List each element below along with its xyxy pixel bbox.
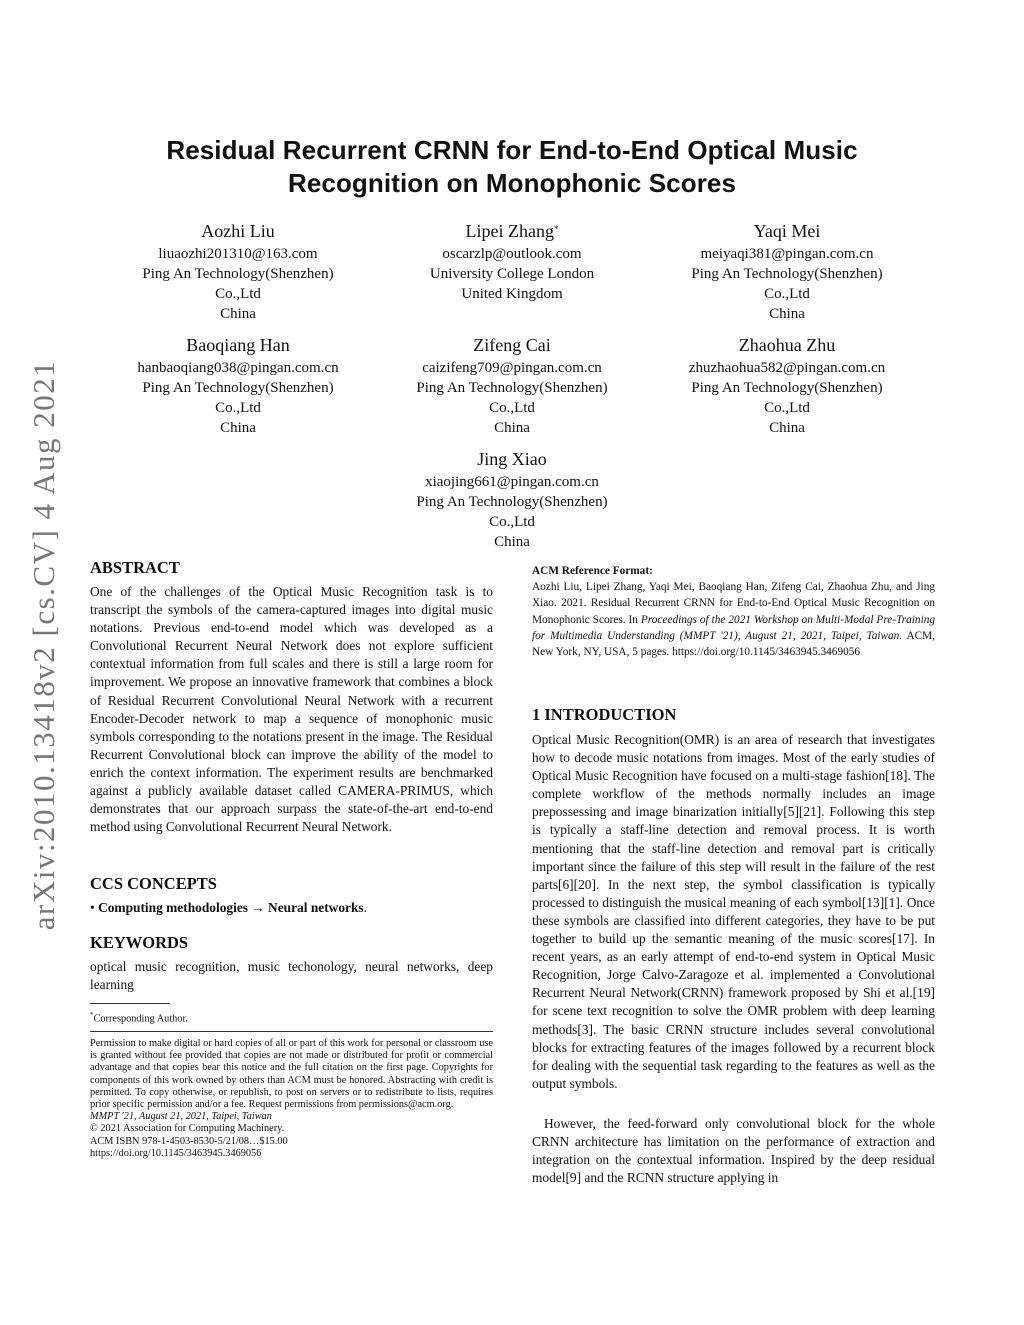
- introduction-paragraph-1: Optical Music Recognition(OMR) is an area of research that investigates how to decode music notations from images. Most of the early studies of Optical Music Recognition have focused on a multi-stage fashion[18]. The complete workflow of the methods normally includes an image prepossessing and image binarization initially[5][21]. Following this step is typically a staff-line detection and removal process. It is worth mentioning that the staff-line detection and removal part is critically important since the failure of this step will result in the failure of the rest parts[6][20]. In the next step, the symbol classification is typically processed to distinguish the musical meaning of each symbol[13][1]. Once these symbols are classified into different categories, they have to be put together to build up the semantic meaning of the music scores[17]. In recent years, as an early attempt of end-to-end system in Optical Music Recognition, Jorge Calvo-Zaragoze et al. implemented a Convolutional Recurrent Neural Network(CRNN) framework proposed by Shi et al.[19] for scene text recognition to solve the OMR problem with deep learning methods[3]. The basic CRNN structure includes several convolutional blocks for extracting features of the images followed by a recurrent block for dealing with the sequential task regarding to the features as well as the output symbols.: [532, 732, 935, 1091]
- permission-block: [90, 1038, 493, 1160]
- author-country: China: [494, 534, 530, 550]
- permission-text: Permission to make digital or hard copies of all or part of this work for personal or classroom use is granted without fee provided that copies are not made or distributed for profit or commercial advantage and that copies bear this notice and the full citation on the first page. Copyrights for components of this work owned by others than ACM must be honored. Abstracting with credit is permitted. To copy otherwise, or republish, to post on servers or to redistribute to lists, requires prior specific permission and/or a fee. Request permissions from permissions@acm.org.: [90, 1038, 493, 1111]
- bullet: •: [90, 900, 95, 915]
- acm-reference-heading: ACM Reference Format:: [532, 565, 653, 577]
- venue-line: MMPT '21, August 21, 2021, Taipei, Taiwan: [90, 1111, 272, 1123]
- acm-reference-proceedings: Proceedings of the 2021 Workshop on Multi-Modal Pre-Training for Multimedia Understanding (MMPT '21), August 21, 2021, Taipei, Taiwan.: [532, 613, 936, 642]
- isbn-line: ACM ISBN 978-1-4503-8530-5/21/08…$15.00: [90, 1135, 288, 1147]
- author-affiliation: Ping An Technology(Shenzhen): [416, 380, 608, 396]
- author-block: [362, 219, 662, 304]
- author-name: Baoqiang Han: [186, 335, 290, 355]
- author-email: zhuzhaohua582@pingan.com.cn: [688, 360, 886, 376]
- author-name: Lipei Zhang*: [465, 221, 559, 241]
- author-email: oscarzlp@outlook.com: [442, 246, 582, 262]
- copyright-line: © 2021 Association for Computing Machinery.: [90, 1123, 285, 1135]
- arxiv-identifier-text: arXiv:2010.13418v2 [cs.CV] 4 Aug 2021: [26, 359, 61, 931]
- author-affiliation: Ping An Technology(Shenzhen): [691, 266, 883, 282]
- author-affiliation-line2: Co.,Ltd: [215, 400, 261, 416]
- author-email: hanbaoqiang038@pingan.com.cn: [137, 360, 339, 376]
- author-affiliation: Ping An Technology(Shenzhen): [142, 266, 334, 282]
- author-affiliation-line2: Co.,Ltd: [764, 286, 810, 302]
- author-block: [362, 333, 662, 438]
- author-affiliation: Ping An Technology(Shenzhen): [691, 380, 883, 396]
- page-title: [100, 134, 924, 200]
- footnote-mark: *: [90, 1011, 94, 1019]
- author-email: xiaojing661@pingan.com.cn: [425, 474, 599, 490]
- ccs-heading: CCS CONCEPTS: [90, 874, 217, 893]
- author-affiliation: University College London: [429, 266, 595, 282]
- author-affiliation-line2: Co.,Ltd: [215, 286, 261, 302]
- author-name: Aozhi Liu: [201, 221, 275, 241]
- author-name: Zhaohua Zhu: [738, 335, 836, 355]
- author-block: [362, 447, 662, 552]
- abstract-heading: ABSTRACT: [90, 558, 180, 577]
- abstract-text: One of the challenges of the Optical Music Recognition task is to transcript the symbols of the camera-captured images into digital music notations. Previous end-to-end model which was developed as a Convolutional Recurrent Neural Network does not explore sufficient contextual information from full scales and there is still a large room for improvement. We propose an innovative framework that combines a block of Residual Recurrent Convolutional Neural Network with a recurrent Encoder-Decoder network to map a sequence of monophonic music symbols corresponding to the notations present in the image. The Residual Recurrent Convolutional block can improve the ability of the model to enrich the context information. The experiment results are benchmarked against a publicly available dataset called CAMERA-PRIMUS, which demonstrates that our approach surpass the state-of-the-art end-to-end method using Convolutional Recurrent Neural Network.: [90, 584, 493, 835]
- title-line-1: Residual Recurrent CRNN for End-to-End Optical Music: [166, 135, 858, 165]
- introduction-heading: 1 INTRODUCTION: [532, 705, 677, 724]
- acm-reference-part: ACM, New York, NY, USA, 5 pages. https://doi.org/10.1145/3463945.3469056: [532, 629, 936, 659]
- introduction-paragraph-2: However, the feed-forward only convolutional block for the whole CRNN architecture has limitation on the performance of extraction and integration on the contextual information. Inspired by the deep residual model[9] and the RCNN structure applying in: [532, 1116, 935, 1186]
- author-country: China: [769, 420, 805, 436]
- corresponding-mark: *: [553, 224, 559, 234]
- keywords-text: optical music recognition, music techonology, neural networks, deep learning: [90, 959, 493, 993]
- author-email: meiyaqi381@pingan.com.cn: [700, 246, 874, 262]
- doi-link[interactable]: https://doi.org/10.1145/3463945.3469056: [90, 1147, 262, 1159]
- ccs-concept: [90, 899, 493, 917]
- author-name: Yaqi Mei: [753, 221, 821, 241]
- author-email: liuaozhi201310@163.com: [158, 246, 318, 262]
- title-line-2: Recognition on Monophonic Scores: [287, 168, 737, 198]
- author-country: United Kingdom: [461, 286, 563, 302]
- ccs-period: .: [363, 900, 368, 915]
- author-name: Zifeng Cai: [473, 335, 551, 355]
- author-name: Jing Xiao: [477, 449, 547, 469]
- acm-reference-text: [532, 579, 935, 660]
- author-email: caizifeng709@pingan.com.cn: [422, 360, 602, 376]
- author-affiliation-line2: Co.,Ltd: [489, 514, 535, 530]
- author-block: [637, 333, 937, 438]
- permission-rule: [90, 1031, 493, 1032]
- footnote-rule: [90, 1003, 170, 1004]
- footnote-text: Corresponding Author.: [93, 1013, 188, 1025]
- author-country: China: [220, 306, 256, 322]
- footnote: [90, 1009, 493, 1025]
- author-affiliation: Ping An Technology(Shenzhen): [416, 494, 608, 510]
- author-country: China: [220, 420, 256, 436]
- author-affiliation: Ping An Technology(Shenzhen): [142, 380, 334, 396]
- acm-reference-part: Aozhi Liu, Lipei Zhang, Yaqi Mei, Baoqiang Han, Zifeng Cai, Zhaohua Zhu, and Jing Xiao. 2021. Residual Recurrent CRNN for End-to-End Optical Music Recognition on Monophonic Scores. In: [532, 581, 935, 626]
- author-block: [637, 219, 937, 324]
- keywords-heading: KEYWORDS: [90, 933, 189, 952]
- author-country: China: [769, 306, 805, 322]
- ccs-concept-item: Computing methodologies → Neural networks: [98, 900, 364, 915]
- author-block: [88, 333, 388, 438]
- author-block: [88, 219, 388, 324]
- author-affiliation-line2: Co.,Ltd: [489, 400, 535, 416]
- author-country: China: [494, 420, 530, 436]
- author-affiliation-line2: Co.,Ltd: [764, 400, 810, 416]
